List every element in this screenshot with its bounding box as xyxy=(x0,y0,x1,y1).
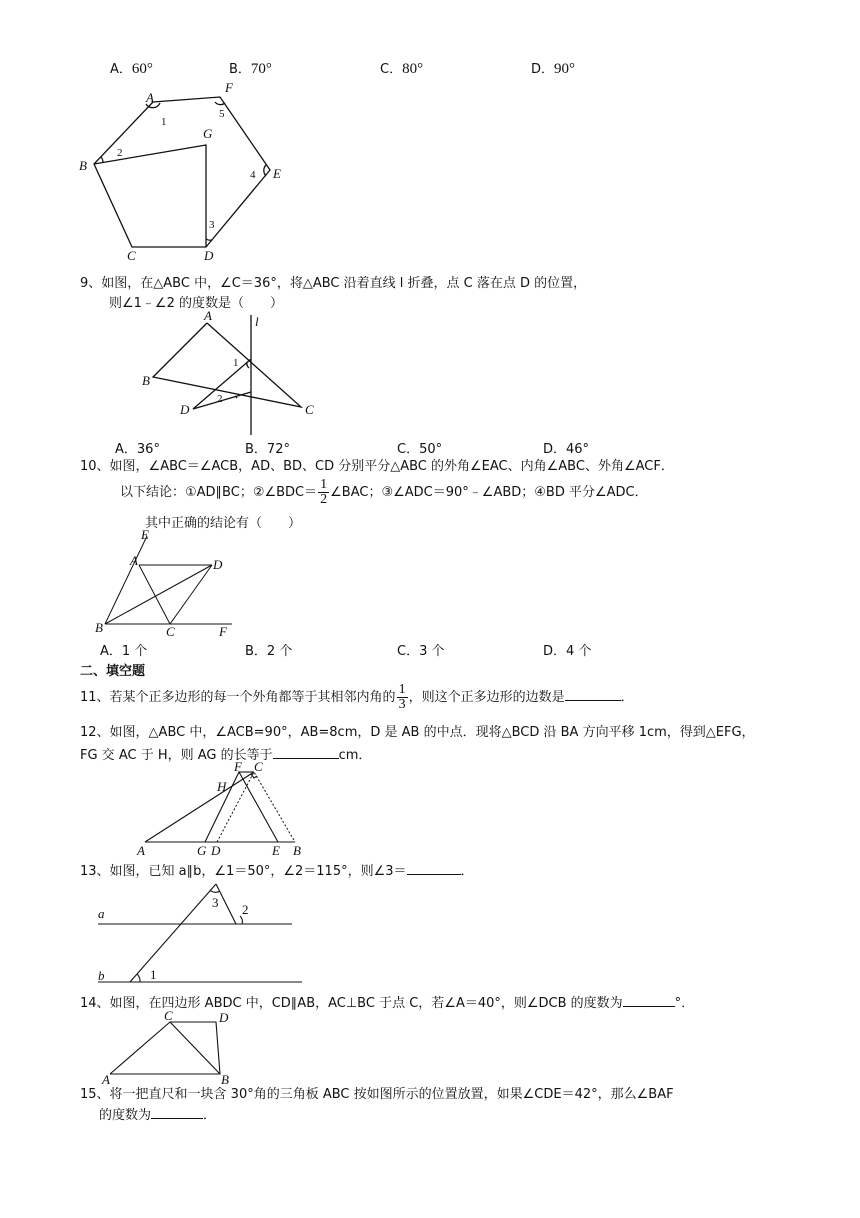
label-l: l xyxy=(255,314,259,329)
q10-line1 xyxy=(80,458,674,476)
question-number: 10、 xyxy=(80,459,110,474)
question-text: 将一把直尺和一块含 30°角的三角板 ABC 按如图所示的位置放置，如果∠CDE＝42°，那么∠BAF xyxy=(109,1087,674,1102)
triangle-efg xyxy=(205,772,278,842)
label-f: F xyxy=(234,762,242,774)
angle-arc-1 xyxy=(137,974,140,982)
q10-line3: 其中正确的结论有（ ） xyxy=(145,516,302,531)
option-value: 1 个 xyxy=(121,644,148,659)
question-text-end: ． xyxy=(460,864,474,879)
label-b: B xyxy=(142,373,150,388)
question-text: 如图，在四边形 ABDC 中，CD∥AB，AC⊥BC 于点 C，若∠A＝40°，则∠DCB 的度数为 xyxy=(109,996,623,1011)
angle-arc-3 xyxy=(206,239,212,240)
q13-figure xyxy=(92,876,312,988)
label-d: D xyxy=(213,557,223,572)
label-4: 4 xyxy=(250,169,256,181)
label-2: 2 xyxy=(217,393,223,405)
label-b: B xyxy=(79,158,87,173)
option-value: 4 个 xyxy=(566,644,592,659)
question-text: 如图，△ABC 中，∠ACB=90°，AB=8cm，D 是 AB 的中点．现将△BCD 沿 BA 方向平移 1cm，得到△EFG， xyxy=(109,725,755,740)
q10-line2 xyxy=(120,477,648,509)
dashed-triangle-bcd xyxy=(217,772,295,842)
section-heading-fill-in: 二、填空题 xyxy=(80,664,146,679)
question-text-end: ． xyxy=(620,690,634,705)
option-value: 60° xyxy=(131,61,153,77)
question-text: 若某个正多边形的每一个外角都等于其相邻内角的 xyxy=(109,690,396,705)
label-g: G xyxy=(197,843,207,858)
quadrilateral-outline xyxy=(110,1022,220,1074)
option-letter: C． xyxy=(397,442,420,457)
q8-option-c xyxy=(380,58,423,78)
question-text-end: cm． xyxy=(338,748,372,763)
label-c: C xyxy=(164,1008,173,1023)
label-a: A xyxy=(130,553,138,568)
q9-figure xyxy=(135,310,335,435)
q8-figure xyxy=(70,80,300,265)
angle-arc-3 xyxy=(210,890,220,892)
option-value: 80° xyxy=(402,61,424,77)
option-value: 36° xyxy=(136,442,160,457)
q15-line1 xyxy=(80,1086,674,1104)
question-text-cont: 的度数为 xyxy=(99,1108,152,1123)
q8-option-a xyxy=(110,58,153,78)
question-text-cont: ，则这个正多边形的边数是 xyxy=(408,690,565,705)
label-b: B xyxy=(95,620,103,635)
line-ac xyxy=(139,565,170,624)
label-1: 1 xyxy=(161,116,167,128)
q9-line2: 则∠1﹣∠2 的度数是（ ） xyxy=(109,296,283,311)
label-5: 5 xyxy=(219,108,225,120)
label-1: 1 xyxy=(233,357,239,369)
inner-angle-lines xyxy=(94,145,206,247)
q10-option-b xyxy=(245,640,292,659)
option-value: 72° xyxy=(266,442,290,457)
right-angle-mark xyxy=(251,774,257,778)
label-g: G xyxy=(203,126,213,141)
hexagon-outline xyxy=(94,97,270,247)
option-letter: C． xyxy=(397,644,420,659)
question-text: 如图，在△ABC 中，∠C＝36°，将△ABC 沿着直线 l 折叠，点 C 落在点 D 的位置， xyxy=(101,276,587,291)
option-value: 70° xyxy=(250,61,272,77)
label-c: C xyxy=(305,402,314,417)
option-letter: A． xyxy=(100,644,122,659)
label-d: D xyxy=(219,1010,229,1025)
q9-line1 xyxy=(80,275,586,293)
label-2: 2 xyxy=(242,902,249,917)
label-b: B xyxy=(293,843,301,858)
question-number: 9、 xyxy=(80,276,102,291)
label-3: 3 xyxy=(209,219,215,231)
option-letter: D． xyxy=(531,62,555,77)
option-letter: B． xyxy=(245,644,267,659)
q12-figure xyxy=(135,762,315,860)
q14-figure xyxy=(98,1008,248,1088)
option-letter: A． xyxy=(115,442,137,457)
option-letter: C． xyxy=(380,62,403,77)
q12-line1 xyxy=(80,724,755,742)
line-ac xyxy=(145,772,254,842)
answer-blank[interactable] xyxy=(151,1106,203,1119)
fraction-numerator: 1 xyxy=(320,477,328,492)
label-e: E xyxy=(272,843,280,858)
label-d: D xyxy=(180,402,190,417)
fraction-denominator: 2 xyxy=(320,492,328,507)
option-letter: D． xyxy=(543,644,567,659)
line-cd xyxy=(170,565,212,624)
question-number: 12、 xyxy=(80,725,110,740)
label-a: A xyxy=(146,90,154,105)
option-letter: B． xyxy=(229,62,251,77)
label-f: F xyxy=(225,80,233,95)
question-number: 15、 xyxy=(80,1087,110,1102)
label-a: a xyxy=(98,906,105,921)
q10-option-a xyxy=(100,640,147,659)
conclusions-text-cont: ∠BAC；③∠ADC＝90°﹣∠ABD；④BD 平分∠ADC． xyxy=(330,485,648,500)
label-b: b xyxy=(98,968,105,983)
conclusions-text: 以下结论：①AD∥BC；②∠BDC＝ xyxy=(120,485,318,500)
option-value: 46° xyxy=(566,442,590,457)
q10-option-d xyxy=(543,640,591,659)
segment-to-a xyxy=(216,884,236,924)
label-3: 3 xyxy=(212,895,219,910)
label-h: H xyxy=(217,779,227,794)
label-2: 2 xyxy=(117,147,123,159)
label-d: D xyxy=(211,843,221,858)
q10-figure xyxy=(92,528,242,640)
option-value: 90° xyxy=(554,61,576,77)
q8-option-b xyxy=(229,58,272,78)
q11-line xyxy=(80,680,634,716)
q10-option-c xyxy=(397,640,444,659)
question-number: 14、 xyxy=(80,996,110,1011)
q9-option-c xyxy=(397,438,442,457)
q9-option-d xyxy=(543,438,589,457)
question-text: 如图，∠ABC＝∠ACB，AD、BD、CD 分别平分△ABC 的外角∠EAC、内角∠ABC、外角∠ACF． xyxy=(109,459,674,474)
q15-line2 xyxy=(99,1106,216,1125)
question-number: 11、 xyxy=(80,690,110,705)
angle-arc-2 xyxy=(101,157,103,162)
option-value: 2 个 xyxy=(266,644,293,659)
label-a: A xyxy=(102,1072,110,1087)
transversal xyxy=(130,884,216,982)
q9-option-a xyxy=(115,438,160,457)
label-c: C xyxy=(166,624,175,639)
answer-blank[interactable] xyxy=(273,746,339,759)
option-letter: A． xyxy=(110,62,132,77)
label-e: E xyxy=(273,166,281,181)
label-d: D xyxy=(204,248,214,263)
question-text-end: ． xyxy=(203,1108,217,1123)
label-c: C xyxy=(254,762,263,774)
label-a: A xyxy=(204,310,212,323)
label-e: E xyxy=(141,528,149,542)
label-f: F xyxy=(219,624,227,639)
fraction-third xyxy=(397,683,408,712)
angle-arc-1 xyxy=(247,362,249,368)
q8-option-d xyxy=(531,58,575,78)
option-value: 3 个 xyxy=(419,644,445,659)
label-b: B xyxy=(221,1072,229,1087)
label-c: C xyxy=(127,248,136,263)
question-text: 如图，已知 a∥b，∠1＝50°，∠2＝115°，则∠3＝ xyxy=(109,864,407,879)
question-number: 13、 xyxy=(80,864,110,879)
question-text-end: °． xyxy=(674,996,695,1011)
option-letter: B． xyxy=(245,442,267,457)
fraction-half xyxy=(318,478,329,507)
line-ea-b xyxy=(105,536,147,624)
label-1: 1 xyxy=(150,967,157,982)
option-value: 50° xyxy=(419,442,443,457)
fraction-denominator: 3 xyxy=(398,697,406,712)
fraction-numerator: 1 xyxy=(398,682,406,697)
label-a: A xyxy=(137,843,145,858)
answer-blank[interactable] xyxy=(407,862,461,875)
option-letter: D． xyxy=(543,442,567,457)
angle-arc-2 xyxy=(240,916,242,924)
answer-blank[interactable] xyxy=(565,688,621,701)
answer-blank[interactable] xyxy=(623,994,675,1007)
line-bd xyxy=(105,565,212,624)
line-cb xyxy=(170,1022,220,1074)
question-text-cont: FG 交 AC 于 H，则 AG 的长等于 xyxy=(80,748,273,763)
q9-option-b xyxy=(245,438,290,457)
triangle-abc xyxy=(153,323,301,407)
